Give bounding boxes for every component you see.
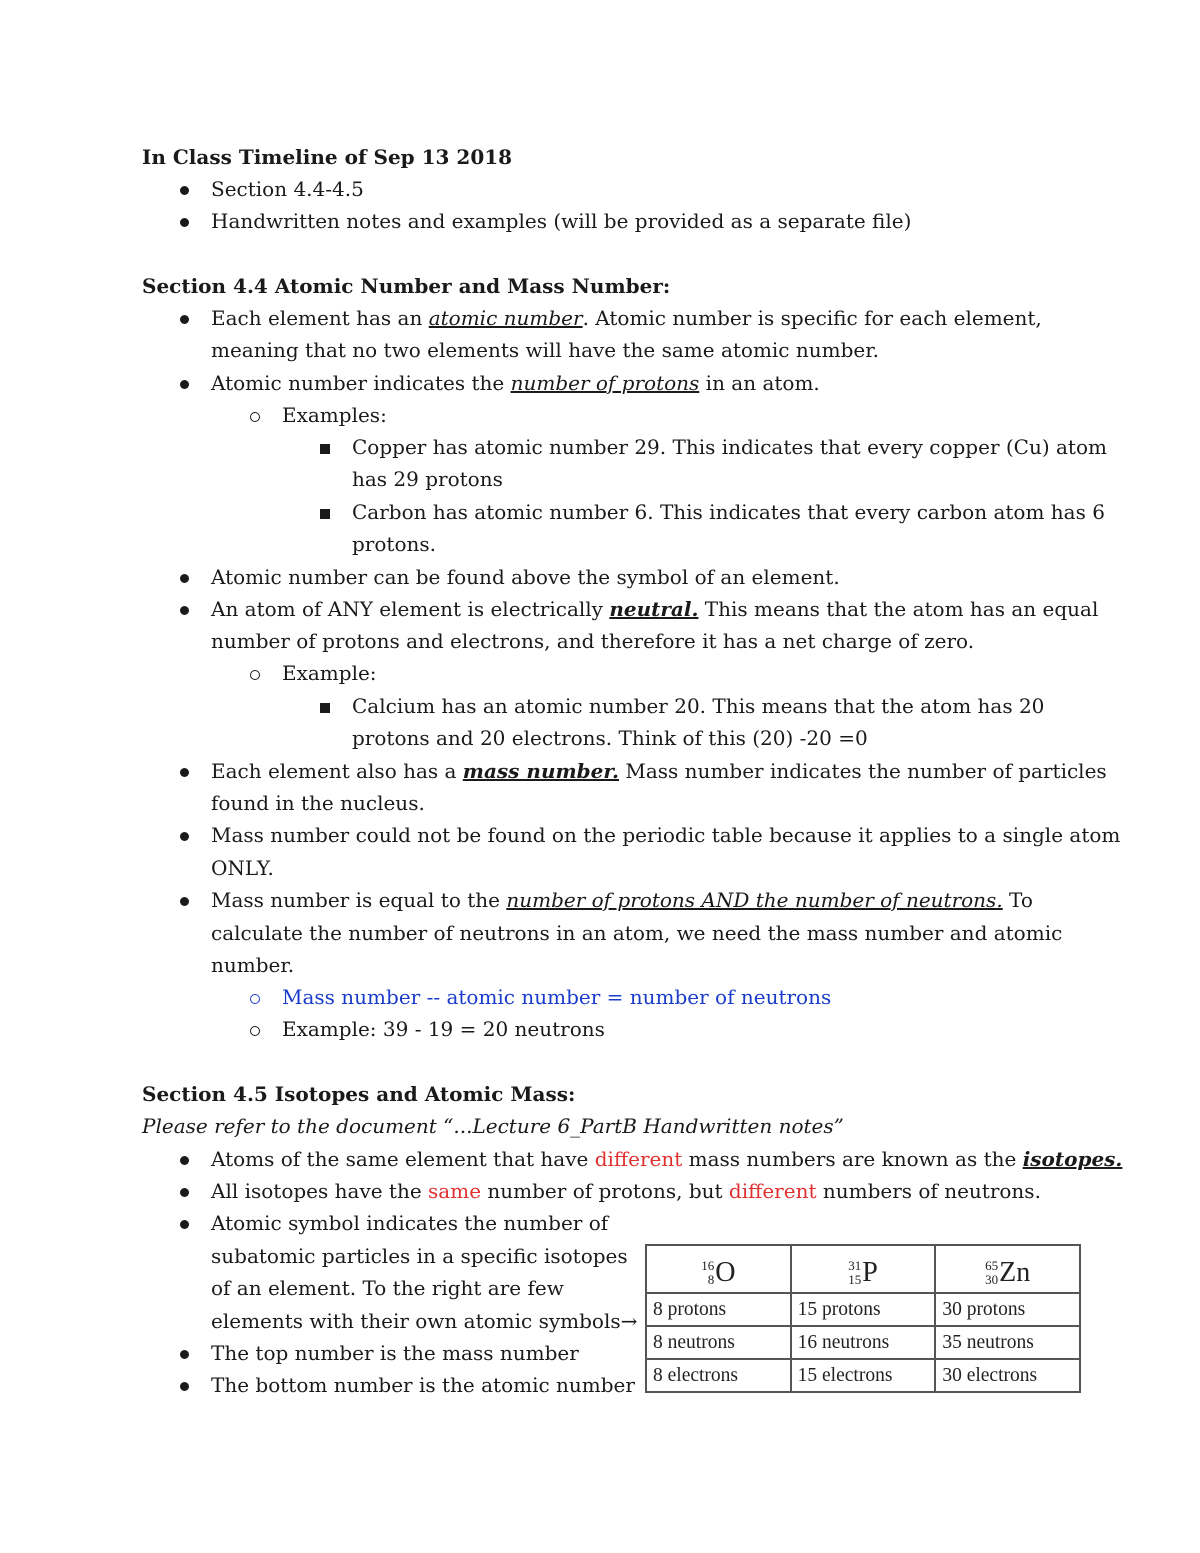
paragraph-line: Copper has atomic number 29. This indicates that every copper (Cu) atom: [352, 435, 1107, 459]
bullet-dot: [174, 755, 194, 787]
table-cell: 15 protons: [791, 1293, 936, 1326]
mass-number: 65: [985, 1258, 999, 1273]
highlight-same: same: [428, 1179, 482, 1203]
isotope-symbol-cell: [935, 1245, 1080, 1293]
paragraph-line: [211, 593, 1098, 625]
paragraph-line: [211, 1175, 1041, 1207]
isotope-table: [645, 1244, 1081, 1393]
bullet-circle: [245, 1013, 265, 1045]
table-row-protons: [646, 1293, 1080, 1326]
table-cell: 15 electrons: [791, 1359, 936, 1392]
paragraph-line: meaning that no two elements will have the same atomic number.: [211, 338, 879, 362]
paragraph-line: subatomic particles in a specific isotopes: [211, 1244, 628, 1268]
paragraph-line: Carbon has atomic number 6. This indicates that every carbon atom has 6: [352, 500, 1105, 524]
paragraph-line: number of protons and electrons, and therefore it has a net charge of zero.: [211, 629, 975, 653]
paragraph-line: found in the nucleus.: [211, 791, 425, 815]
timeline-item: Handwritten notes and examples (will be provided as a separate file): [211, 209, 912, 233]
bullet-dot: [174, 1175, 194, 1207]
bullet-dot: [174, 205, 194, 237]
highlight-different: different: [728, 1179, 817, 1203]
element-symbol: O: [715, 1257, 736, 1288]
paragraph-line: [211, 884, 1033, 916]
table-row-symbols: [646, 1245, 1080, 1293]
bullet-dot: [174, 1207, 194, 1239]
paragraph-line: Atomic number can be found above the symbol of an element.: [211, 565, 840, 589]
table-cell: 8 electrons: [646, 1359, 791, 1392]
bullet-circle: [245, 399, 265, 431]
bullet-dot: [174, 173, 194, 205]
bullet-circle: [245, 657, 265, 689]
element-symbol: Zn: [999, 1257, 1031, 1288]
text: numbers of neutrons.: [816, 1179, 1041, 1203]
example-calculation: Example: 39 - 19 = 20 neutrons: [282, 1017, 605, 1041]
timeline-item: Section 4.4-4.5: [211, 177, 364, 201]
text: number of protons, but: [481, 1179, 729, 1203]
term-neutral: neutral.: [609, 597, 699, 621]
mass-number: 31: [848, 1258, 862, 1273]
paragraph-line: elements with their own atomic symbols→: [211, 1309, 638, 1333]
paragraph-line: calculate the number of neutrons in an atom, we need the mass number and atomic: [211, 921, 1063, 945]
reference-note: Please refer to the document “...Lecture 6_PartB Handwritten notes”: [142, 1114, 844, 1138]
term-isotopes: isotopes.: [1022, 1147, 1123, 1171]
term-mass-number: mass number.: [462, 759, 620, 783]
text: To: [1002, 888, 1033, 912]
bullet-circle: [245, 981, 265, 1013]
table-cell: 30 electrons: [935, 1359, 1080, 1392]
bullet-dot: [174, 302, 194, 334]
paragraph-line: The top number is the mass number: [211, 1341, 579, 1365]
text: This means that the atom has an equal: [698, 597, 1099, 621]
text: Each element has an: [211, 306, 429, 330]
isotope-symbol-cell: [791, 1245, 936, 1293]
atomic-number: 8: [707, 1272, 715, 1287]
table-row-neutrons: [646, 1326, 1080, 1359]
example-label: Example:: [282, 661, 377, 685]
bullet-dot: [174, 367, 194, 399]
text: All isotopes have the: [211, 1179, 429, 1203]
paragraph-line: Atomic symbol indicates the number of: [211, 1211, 609, 1235]
text: Atoms of the same element that have: [211, 1147, 595, 1171]
examples-label: Examples:: [282, 403, 387, 427]
section-4-4-heading: Section 4.4 Atomic Number and Mass Number:: [142, 274, 671, 298]
text: Mass number is equal to the: [211, 888, 507, 912]
paragraph-line: Calcium has an atomic number 20. This means that the atom has 20: [352, 694, 1045, 718]
paragraph-line: protons and 20 electrons. Think of this (20) -20 =0: [352, 726, 868, 750]
neutron-formula: Mass number -- atomic number = number of neutrons: [282, 985, 832, 1009]
bullet-dot: [174, 593, 194, 625]
paragraph-line: [211, 755, 1107, 787]
highlight-different: different: [594, 1147, 683, 1171]
paragraph-line: ONLY.: [211, 856, 274, 880]
bullet-square: [315, 431, 335, 463]
paragraph-line: [211, 302, 1042, 334]
section-4-5-heading: Section 4.5 Isotopes and Atomic Mass:: [142, 1082, 576, 1106]
term-protons-and-neutrons: number of protons AND the number of neutrons.: [506, 888, 1003, 912]
atomic-number: 15: [848, 1272, 862, 1287]
text: Mass number indicates the number of particles: [619, 759, 1107, 783]
text: mass numbers are known as the: [682, 1147, 1023, 1171]
term-number-of-protons: number of protons: [510, 371, 700, 395]
bullet-dot: [174, 884, 194, 916]
bullet-square: [315, 690, 335, 722]
timeline-heading: In Class Timeline of Sep 13 2018: [142, 145, 513, 169]
element-symbol: P: [862, 1257, 878, 1288]
bullet-dot: [174, 561, 194, 593]
bullet-dot: [174, 1369, 194, 1401]
table-cell: 30 protons: [935, 1293, 1080, 1326]
paragraph-line: [211, 367, 820, 399]
bullet-dot: [174, 1337, 194, 1369]
bullet-dot: [174, 819, 194, 851]
bullet-square: [315, 496, 335, 528]
text: Each element also has a: [211, 759, 463, 783]
text: Atomic number indicates the: [211, 371, 511, 395]
paragraph-line: The bottom number is the atomic number: [211, 1373, 635, 1397]
table-cell: 35 neutrons: [935, 1326, 1080, 1359]
table-cell: 8 protons: [646, 1293, 791, 1326]
bullet-dot: [174, 1143, 194, 1175]
isotope-symbol-cell: [646, 1245, 791, 1293]
paragraph-line: [211, 1143, 1122, 1175]
paragraph-line: protons.: [352, 532, 436, 556]
text: . Atomic number is specific for each element,: [582, 306, 1042, 330]
paragraph-line: number.: [211, 953, 295, 977]
mass-number: 16: [701, 1258, 715, 1273]
table-cell: 16 neutrons: [791, 1326, 936, 1359]
text: An atom of ANY element is electrically: [211, 597, 610, 621]
atomic-number: 30: [985, 1272, 999, 1287]
paragraph-line: of an element. To the right are few: [211, 1276, 564, 1300]
paragraph-line: Mass number could not be found on the periodic table because it applies to a single atom: [211, 823, 1121, 847]
table-cell: 8 neutrons: [646, 1326, 791, 1359]
text: in an atom.: [699, 371, 820, 395]
paragraph-line: has 29 protons: [352, 467, 503, 491]
table-row-electrons: [646, 1359, 1080, 1392]
term-atomic-number: atomic number: [428, 306, 583, 330]
